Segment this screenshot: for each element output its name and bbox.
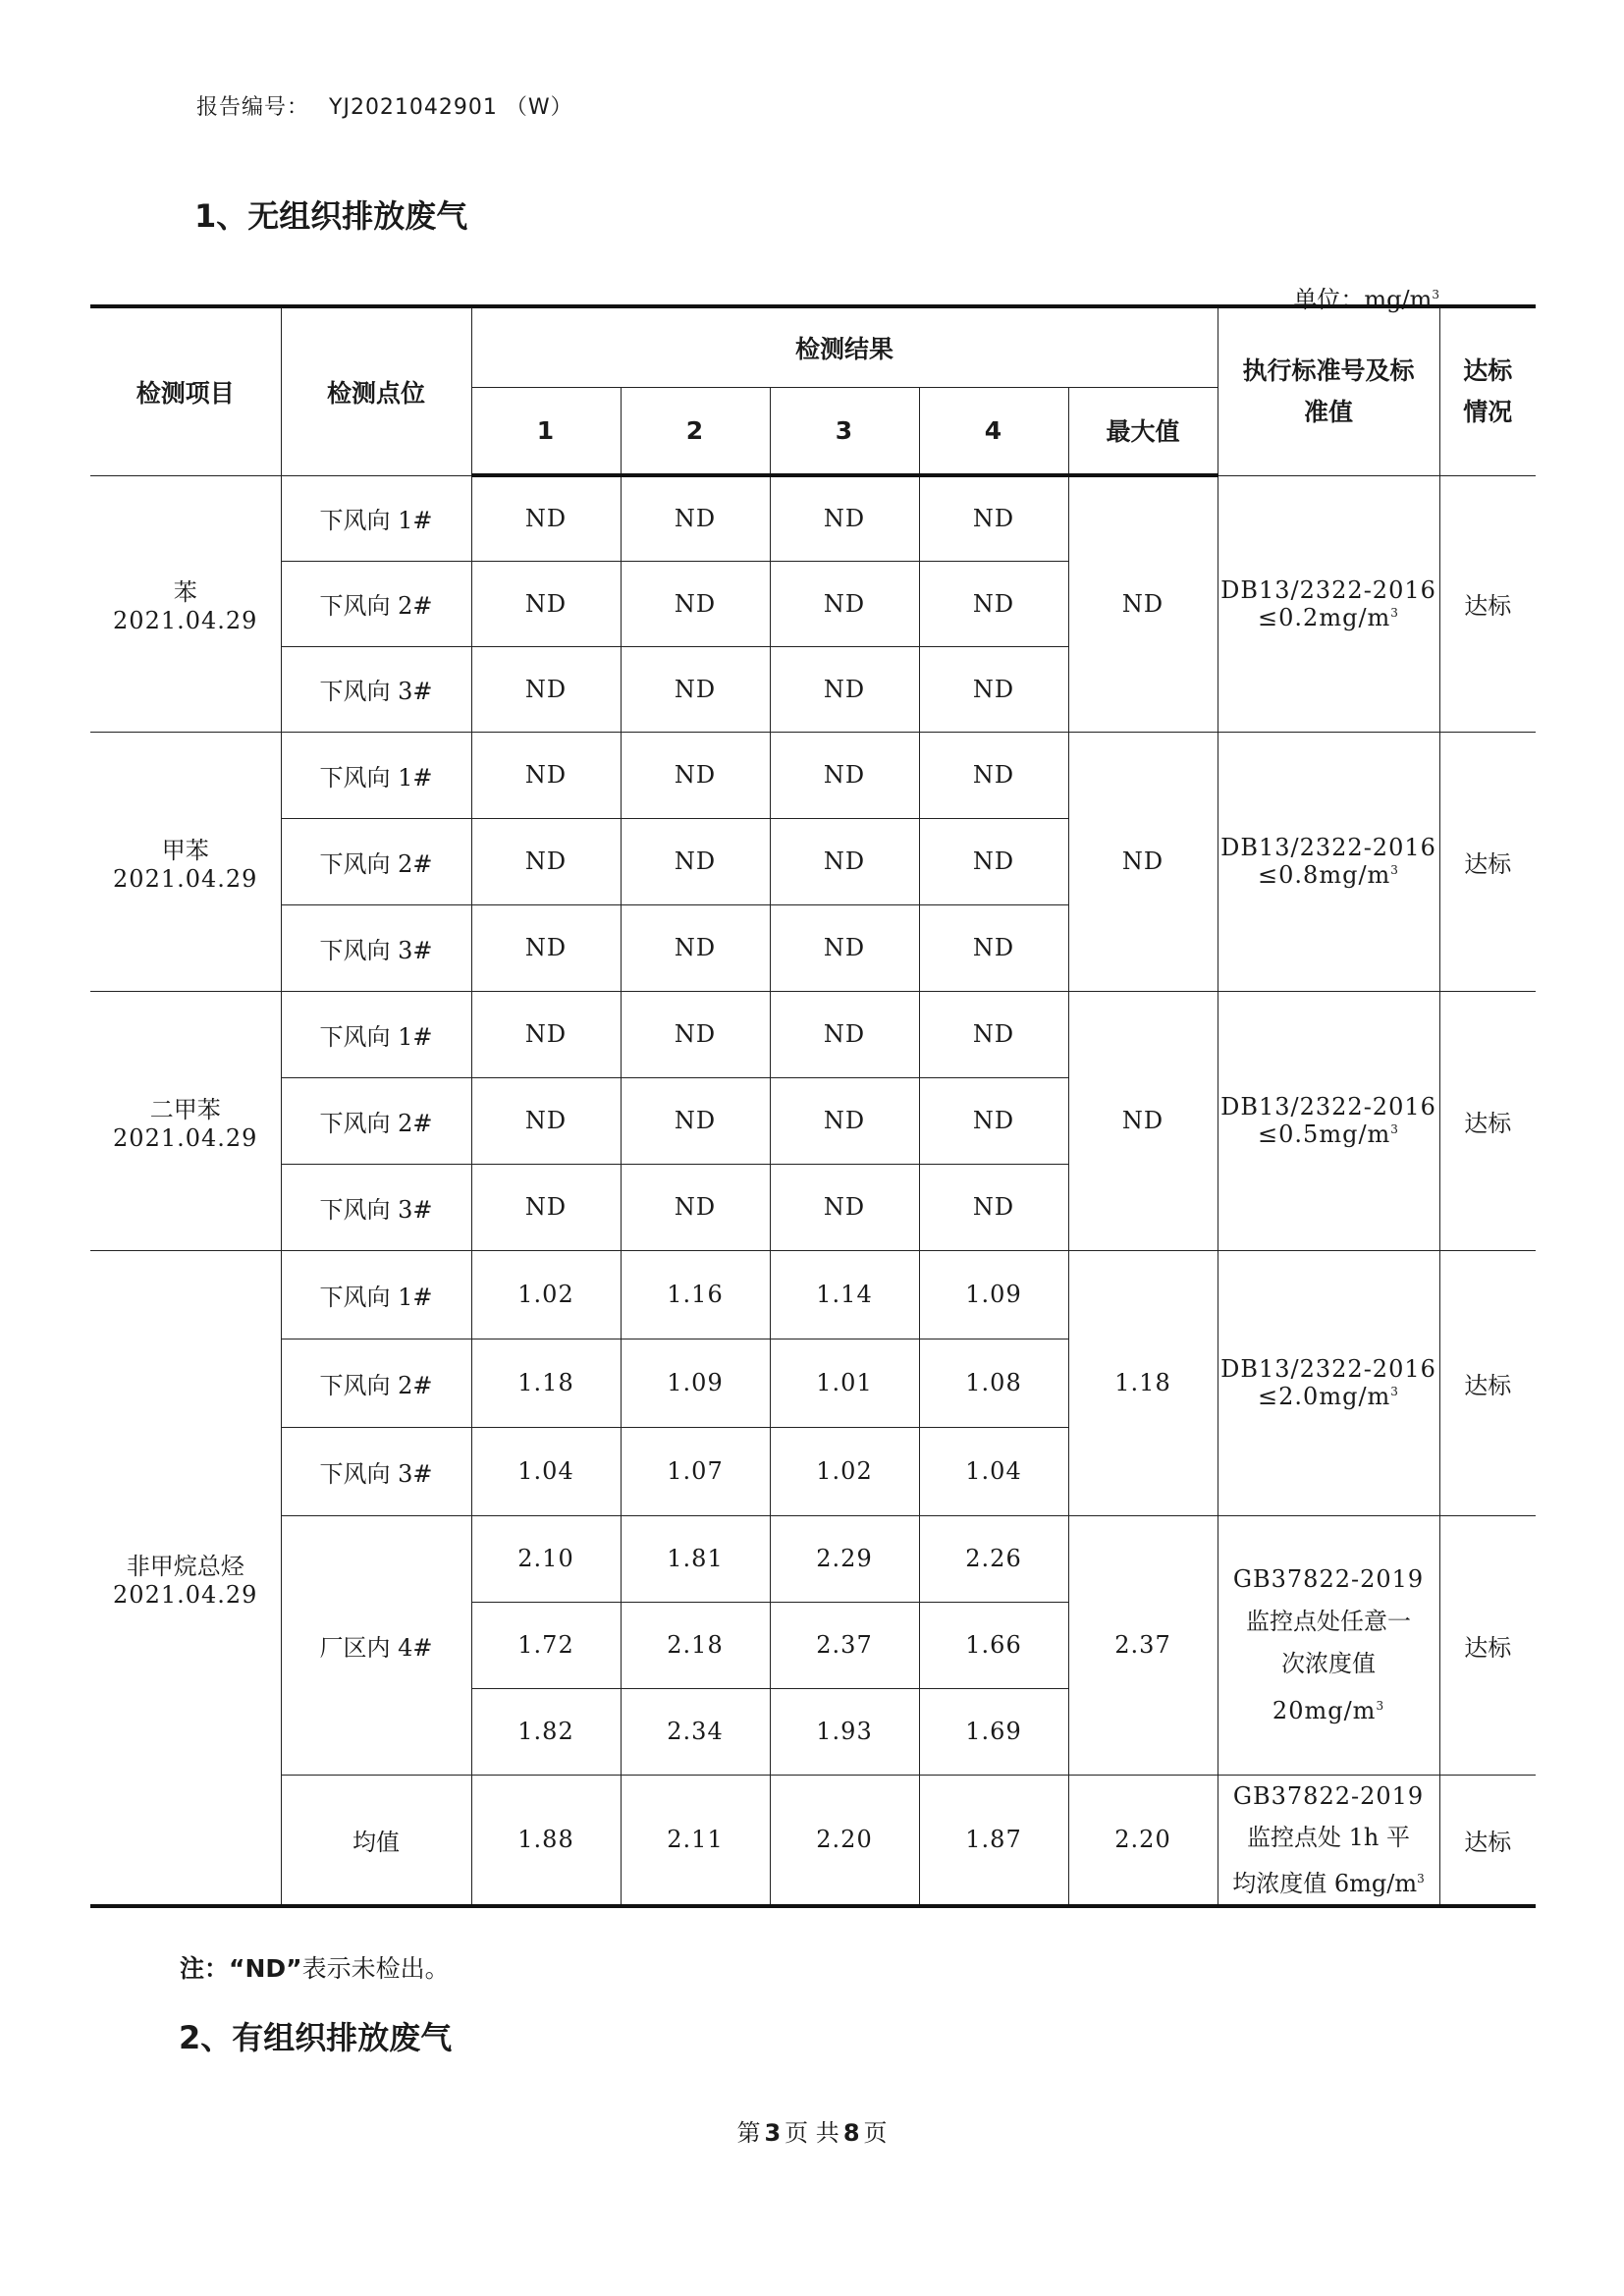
item-date: 2021.04.29 [113,1123,258,1152]
header-standard [1218,306,1439,475]
value-cell: ND [770,475,919,561]
value-cell: ND [621,904,770,991]
standard-cell [1218,732,1439,991]
value-cell: ND [919,818,1068,904]
value-cell: ND [770,818,919,904]
value-cell: 1.87 [919,1775,1068,1906]
header-col-4: 4 [919,387,1068,475]
standard-line [1218,861,1439,889]
point-cell: 下风向 2# [281,818,471,904]
value-cell: 2.11 [621,1775,770,1906]
value-cell: 1.81 [621,1515,770,1602]
point-cell: 下风向 1# [281,475,471,561]
max-cell: 2.20 [1068,1775,1218,1906]
value-cell: ND [919,904,1068,991]
value-cell: ND [621,818,770,904]
standard-cell [1218,1775,1439,1906]
value-cell: ND [919,646,1068,732]
value-cell: ND [621,646,770,732]
value-cell: 1.82 [471,1688,621,1775]
value-cell: ND [919,561,1068,646]
note-nd: “ND” [229,1954,302,1983]
value-cell: ND [471,1077,621,1164]
value-cell: ND [919,1164,1068,1250]
point-cell: 均值 [281,1775,471,1906]
value-cell: ND [471,818,621,904]
results-table-wrapper [90,304,1536,1908]
point-cell: 下风向 2# [281,561,471,646]
footer-mid: 页 共 [785,2119,839,2147]
value-cell: ND [621,1077,770,1164]
standard-line: DB13/2322-2016 [1220,575,1436,604]
max-cell: 1.18 [1068,1250,1218,1515]
value-cell: 1.01 [770,1339,919,1427]
item-cell [90,991,281,1250]
table-row [90,1250,1536,1339]
standard-line [1218,1858,1439,1904]
value-cell: ND [770,1077,919,1164]
footer-post: 页 [863,2119,888,2147]
value-cell: 1.04 [471,1427,621,1515]
item-cell [90,732,281,991]
table-body [90,475,1536,1906]
point-cell: 下风向 2# [281,1339,471,1427]
value-cell: ND [770,1164,919,1250]
point-cell: 下风向 3# [281,904,471,991]
value-cell: ND [621,991,770,1077]
value-cell: ND [471,904,621,991]
report-number-label: 报告编号： [196,95,310,120]
compliance-cell: 达标 [1439,991,1536,1250]
standard-line [1218,1383,1439,1410]
value-cell: 2.37 [770,1602,919,1688]
standard-line: GB37822-2019 [1232,1781,1425,1810]
standard-limit: ≤0.2mg/m [1258,603,1391,631]
point-cell: 下风向 1# [281,991,471,1077]
standard-line: DB13/2322-2016 [1220,1093,1436,1121]
standard-limit: ≤0.5mg/m [1258,1121,1391,1148]
results-table [90,304,1536,1908]
max-cell: 2.37 [1068,1515,1218,1775]
point-cell: 下风向 3# [281,646,471,732]
compliance-cell: 达标 [1439,1775,1536,1906]
standard-sup: 3 [1390,1385,1399,1398]
standard-sup: 3 [1417,1871,1425,1886]
footer-pre: 第 [736,2119,761,2147]
value-cell: ND [471,475,621,561]
standard-sup: 3 [1390,1122,1399,1136]
value-cell: ND [471,991,621,1077]
standard-limit: 20mg/m [1272,1696,1377,1724]
unit-text: 单位：mg/m [1293,286,1433,313]
value-cell: 1.07 [621,1427,770,1515]
max-cell: ND [1068,732,1218,991]
standard-line: 次浓度值 [1281,1649,1376,1677]
value-cell: 2.20 [770,1775,919,1906]
table-row [90,1515,1536,1602]
item-cell [90,1250,281,1906]
item-date: 2021.04.29 [113,864,258,893]
item-cell [90,475,281,732]
value-cell: ND [919,732,1068,818]
header-standard-text: 执行标准号及标准值 [1242,355,1415,426]
section-1-title: 1、无组织排放废气 [194,197,468,235]
value-cell: 1.09 [919,1250,1068,1339]
item-name: 苯 [173,578,197,606]
value-cell: ND [919,991,1068,1077]
standard-limit: ≤0.8mg/m [1258,861,1391,889]
value-cell: ND [919,475,1068,561]
value-cell: 1.02 [770,1427,919,1515]
standard-line: 监控点处 1h 平 [1247,1823,1410,1851]
standard-cell [1218,475,1439,732]
standard-cell [1218,1250,1439,1515]
report-number-value: YJ2021042901 （W） [329,95,573,120]
value-cell: 1.04 [919,1427,1068,1515]
standard-cell [1218,1515,1439,1775]
value-cell: 1.16 [621,1250,770,1339]
value-cell: 2.18 [621,1602,770,1688]
value-cell: ND [471,1164,621,1250]
value-cell: 1.69 [919,1688,1068,1775]
header-max: 最大值 [1068,387,1218,475]
value-cell: ND [471,732,621,818]
value-cell: ND [770,646,919,732]
header-compliance-text: 达标情况 [1463,355,1513,426]
value-cell: ND [919,1077,1068,1164]
table-row [90,475,1536,561]
value-cell: 2.10 [471,1515,621,1602]
item-name: 非甲烷总烃 [126,1552,244,1580]
header-col-2: 2 [621,387,770,475]
value-cell: ND [770,732,919,818]
header-col-1: 1 [471,387,621,475]
item-date: 2021.04.29 [113,1580,258,1609]
table-row [90,991,1536,1077]
standard-line [1218,604,1439,631]
point-cell: 下风向 2# [281,1077,471,1164]
point-cell: 下风向 3# [281,1164,471,1250]
standard-line: 监控点处任意一 [1246,1607,1411,1635]
value-cell: ND [471,561,621,646]
footer-page: 3 [764,2119,782,2147]
page-footer [0,2113,1624,2148]
section-2-title: 2、有组织排放废气 [179,2019,453,2056]
max-cell: ND [1068,991,1218,1250]
compliance-cell: 达标 [1439,1250,1536,1515]
value-cell: 1.66 [919,1602,1068,1688]
point-cell: 厂区内 4# [281,1515,471,1775]
value-cell: ND [621,732,770,818]
footer-total: 8 [842,2119,860,2147]
header-col-3: 3 [770,387,919,475]
standard-sup: 3 [1376,1698,1385,1713]
standard-sup: 3 [1390,605,1399,620]
value-cell: 2.26 [919,1515,1068,1602]
point-cell: 下风向 1# [281,1250,471,1339]
value-cell: 1.14 [770,1250,919,1339]
table-row [90,1775,1536,1906]
compliance-cell: 达标 [1439,1515,1536,1775]
compliance-cell: 达标 [1439,732,1536,991]
standard-line: GB37822-2019 [1232,1564,1425,1593]
note-text: 表示未检出。 [301,1954,450,1983]
value-cell: 1.08 [919,1339,1068,1427]
value-cell: 1.72 [471,1602,621,1688]
max-cell: ND [1068,475,1218,732]
value-cell: 1.09 [621,1339,770,1427]
standard-sup: 3 [1390,863,1399,877]
value-cell: ND [621,561,770,646]
value-cell: 1.93 [770,1688,919,1775]
value-cell: ND [621,1164,770,1250]
value-cell: ND [471,646,621,732]
note-label: 注： [180,1954,230,1983]
unit-sup: 3 [1432,288,1439,301]
value-cell: 1.88 [471,1775,621,1906]
point-cell: 下风向 1# [281,732,471,818]
table-row [90,732,1536,818]
standard-line [1218,1685,1439,1732]
value-cell: 2.29 [770,1515,919,1602]
item-name: 甲苯 [161,836,209,864]
value-cell: ND [770,904,919,991]
header-results: 检测结果 [471,306,1218,387]
value-cell: ND [770,991,919,1077]
value-cell: ND [621,475,770,561]
table-note [180,1949,450,1985]
value-cell: 1.18 [471,1339,621,1427]
report-number [196,90,573,121]
header-item: 检测项目 [90,306,281,475]
compliance-cell: 达标 [1439,475,1536,732]
header-compliance [1439,306,1536,475]
point-cell: 下风向 3# [281,1427,471,1515]
header-point: 检测点位 [281,306,471,475]
value-cell: ND [770,561,919,646]
standard-limit: 均浓度值 6mg/m [1232,1869,1418,1897]
standard-line [1218,1121,1439,1148]
standard-line: DB13/2322-2016 [1220,1355,1436,1383]
standard-limit: ≤2.0mg/m [1258,1383,1391,1410]
value-cell: 2.34 [621,1688,770,1775]
item-date: 2021.04.29 [113,607,258,634]
value-cell: 1.02 [471,1250,621,1339]
standard-line: DB13/2322-2016 [1220,834,1436,861]
standard-cell [1218,991,1439,1250]
item-name: 二甲苯 [149,1095,221,1123]
